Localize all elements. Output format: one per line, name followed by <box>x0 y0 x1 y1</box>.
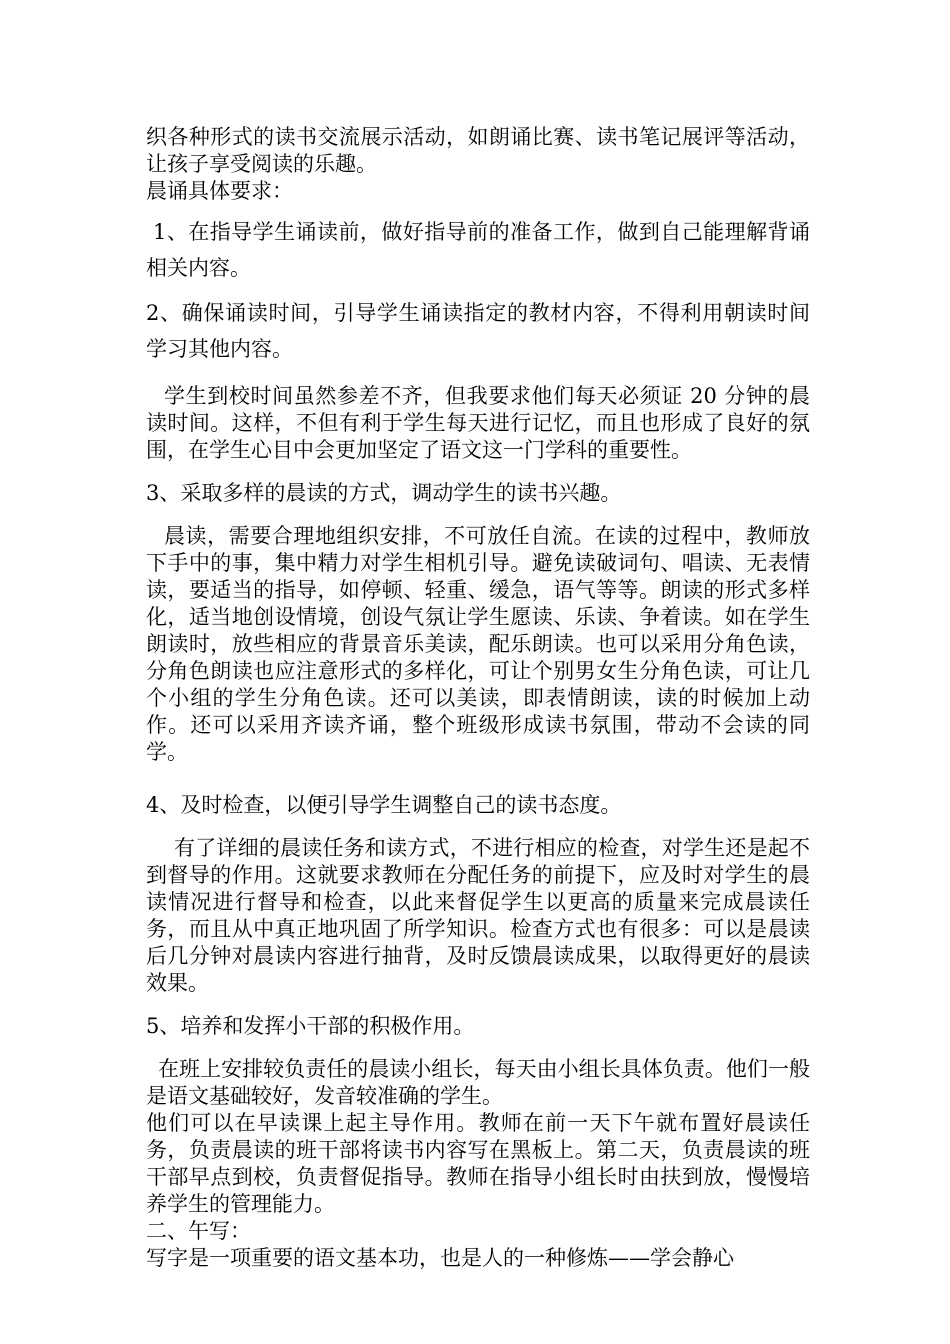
paragraph-leader-role: 他们可以在早读课上起主导作用。教师在前一天下午就布置好晨读任务，负责晨读的班干部将读书内容写在黑板上。第二天，负责晨读的班干部早点到校，负责督促指导。教师在指导小组长时由扶到放，慢慢培养学生的管理能力。 <box>146 1111 810 1216</box>
requirement-4: 4、及时检查，以便引导学生调整自己的读书态度。 <box>146 793 622 817</box>
paragraph-reading-time: 学生到校时间虽然参差不齐，但我要求他们每天必须证 20 分钟的晨读时间。这样，不但有利于学生每天进行记忆，而且也形成了良好的氛围，在学生心目中会更加坚定了语文这一门学科的重要性。 <box>146 384 810 462</box>
requirement-1: 1、在指导学生诵读前，做好指导前的准备工作，做到自己能理解背诵相关内容。 <box>146 220 810 280</box>
heading-morning-reading-requirements: 晨诵具体要求： <box>146 179 293 203</box>
requirement-5: 5、培养和发挥小干部的积极作用。 <box>146 1014 475 1038</box>
paragraph-reading-activities: 织各种形式的读书交流展示活动，如朗诵比赛、读书笔记展评等活动，让孩子享受阅读的乐趣。 <box>146 125 810 176</box>
paragraph-writing: 写字是一项重要的语文基本功，也是人的一种修炼——学会静心 <box>146 1246 734 1270</box>
requirement-2: 2、确保诵读时间，引导学生诵读指定的教材内容，不得利用朝读时间学习其他内容。 <box>146 301 810 361</box>
document-body <box>146 124 810 1272</box>
paragraph-reading-methods: 晨读，需要合理地组织安排，不可放任自流。在读的过程中，教师放下手中的事，集中精力对学生相机引导。避免读破词句、唱读、无表情读，要适当的指导，如停顿、轻重、缓急，语气等等。朗读的形式多样化，适当地创设情境，创设气氛让学生愿读、乐读、争着读。如在学生朗读时，放些相应的背景音乐美读，配乐朗读。也可以采用分角色读，分角色朗读也应注意形式的多样化，可让个别男女生分角色读，可让几个小组的学生分角色读。还可以美读，即表情朗读，读的时候加上动作。还可以采用齐读齐诵，整个班级形成读书氛围，带动不会读的同学。 <box>146 524 810 764</box>
paragraph-checking: 有了详细的晨读任务和读方式，不进行相应的检查，对学生还是起不到督导的作用。这就要求教师在分配任务的前提下，应及时对学生的晨读情况进行督导和检查，以此来督促学生以更高的质量来完成晨读任务，而且从中真正地巩固了所学知识。检查方式也有很多：可以是晨读后几分钟对晨读内容进行抽背，及时反馈晨读成果，以取得更好的晨读效果。 <box>146 836 810 995</box>
paragraph-group-leaders: 在班上安排较负责任的晨读小组长，每天由小组长具体负责。他们一般是语文基础较好，发音较准确的学生。 <box>146 1057 810 1108</box>
heading-afternoon-writing: 二、午写： <box>146 1219 251 1243</box>
requirement-3: 3、采取多样的晨读的方式，调动学生的读书兴趣。 <box>146 481 622 505</box>
